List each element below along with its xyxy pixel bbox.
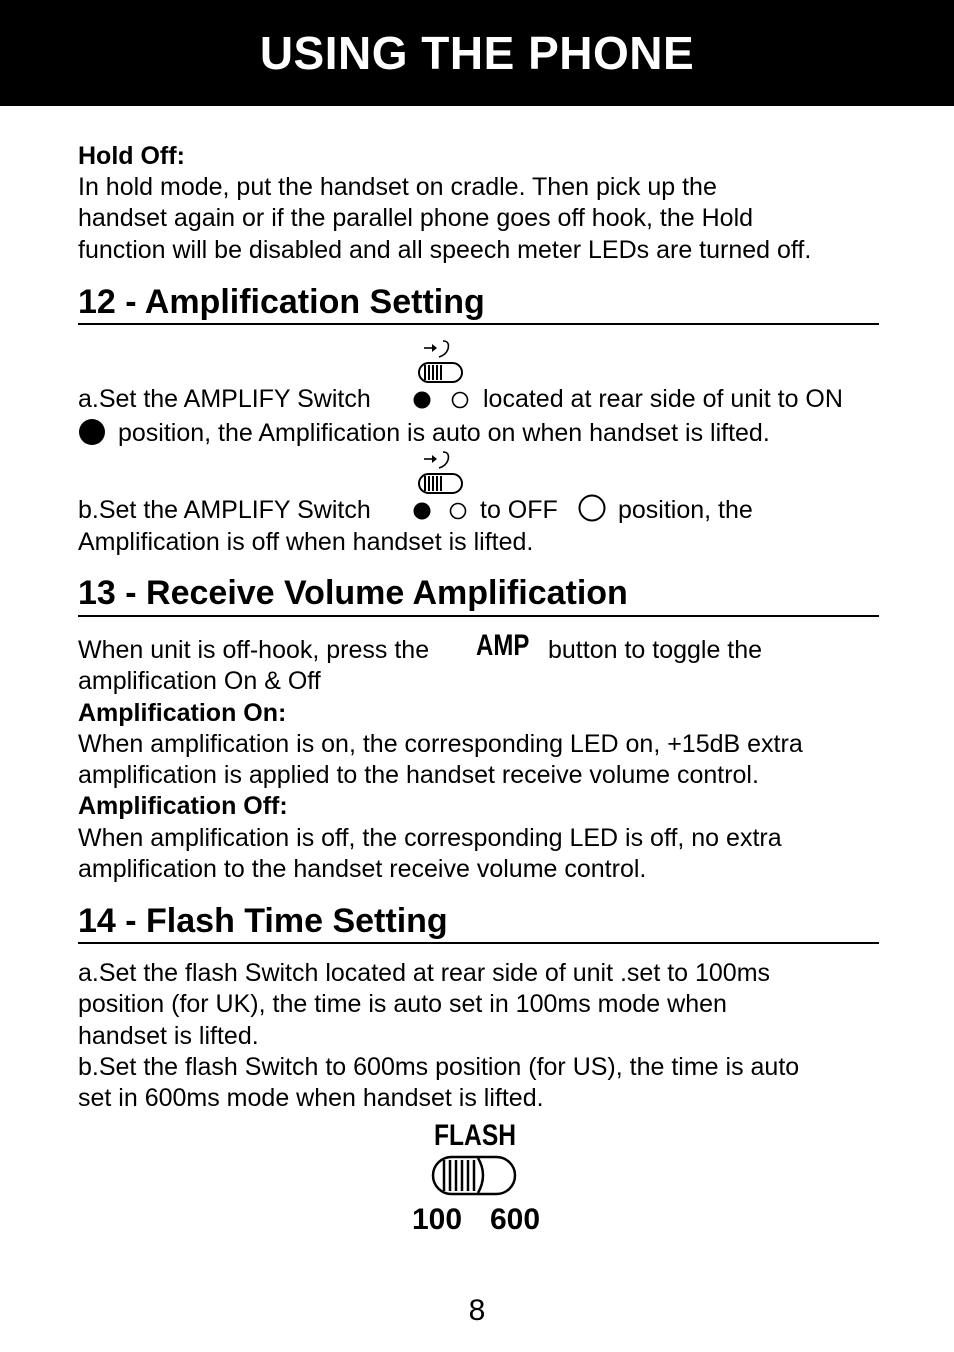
amp-button-label: AMP (476, 629, 530, 662)
hold-off-line: handset again or if the parallel phone goes off hook, the Hold (78, 204, 754, 232)
section-14-line: set in 600ms mode when handset is lifted. (78, 1084, 544, 1112)
section-14-line: handset is lifted. (78, 1022, 259, 1050)
open-circle-icon (577, 493, 607, 523)
page-number: 8 (468, 1294, 486, 1327)
amplification-off-line: When amplification is off, the corresponding LED is off, no extra (78, 824, 782, 852)
section-12-b-text: b.Set the AMPLIFY Switch (78, 496, 371, 524)
section-14-line: position (for UK), the time is auto set in 100ms mode when (78, 990, 727, 1018)
section-13-intro: When unit is off-hook, press the (78, 636, 430, 664)
open-circle-icon (449, 502, 467, 520)
filled-circle-icon (78, 418, 106, 446)
hold-off-line: function will be disabled and all speech meter LEDs are turned off. (78, 236, 812, 264)
section-13-title: 13 - Receive Volume Amplification (78, 574, 628, 612)
page-title: USING THE PHONE (259, 27, 695, 79)
flash-600-label: 600 (490, 1203, 541, 1236)
section-14-title: 14 - Flash Time Setting (78, 902, 448, 940)
filled-circle-icon (412, 390, 432, 410)
section-13-divider (78, 615, 879, 617)
section-13-intro: button to toggle the (548, 636, 763, 664)
section-14-divider (78, 942, 879, 944)
flash-slide-switch-icon (430, 1154, 518, 1198)
hold-off-line: In hold mode, put the handset on cradle. Then pick up the (78, 173, 717, 201)
section-12-a-text: position, the Amplification is auto on when handset is lifted. (118, 419, 770, 447)
amplification-off-line: amplification to the handset receive volume control. (78, 855, 647, 883)
section-12-divider (78, 323, 879, 325)
section-14-line: a.Set the flash Switch located at rear side of unit .set to 100ms (78, 959, 771, 987)
amplification-off-heading: Amplification Off: (78, 792, 288, 820)
section-12-b-text: to OFF (480, 496, 558, 524)
flash-100-label: 100 (412, 1203, 463, 1236)
open-circle-icon (451, 391, 469, 409)
filled-circle-icon (412, 501, 432, 521)
section-14-line: b.Set the flash Switch to 600ms position (for US), the time is auto (78, 1053, 800, 1081)
section-12-b-text: Amplification is off when handset is lifted. (78, 528, 534, 556)
section-13-intro: amplification On & Off (78, 667, 321, 695)
amplification-on-heading: Amplification On: (78, 699, 287, 727)
section-12-a-text: located at rear side of unit to ON (483, 385, 843, 413)
hold-off-heading: Hold Off: (78, 142, 185, 170)
section-12-b-text: position, the (618, 496, 753, 524)
page-header (0, 0, 954, 106)
amplification-on-line: When amplification is on, the corresponding LED on, +15dB extra (78, 730, 803, 758)
flash-switch-label: FLASH (434, 1119, 516, 1152)
handset-switch-icon (414, 338, 466, 386)
section-12-title: 12 - Amplification Setting (78, 283, 485, 321)
handset-switch-icon (414, 449, 466, 497)
section-12-a-text: a.Set the AMPLIFY Switch (78, 385, 371, 413)
amplification-on-line: amplification is applied to the handset receive volume control. (78, 761, 759, 789)
